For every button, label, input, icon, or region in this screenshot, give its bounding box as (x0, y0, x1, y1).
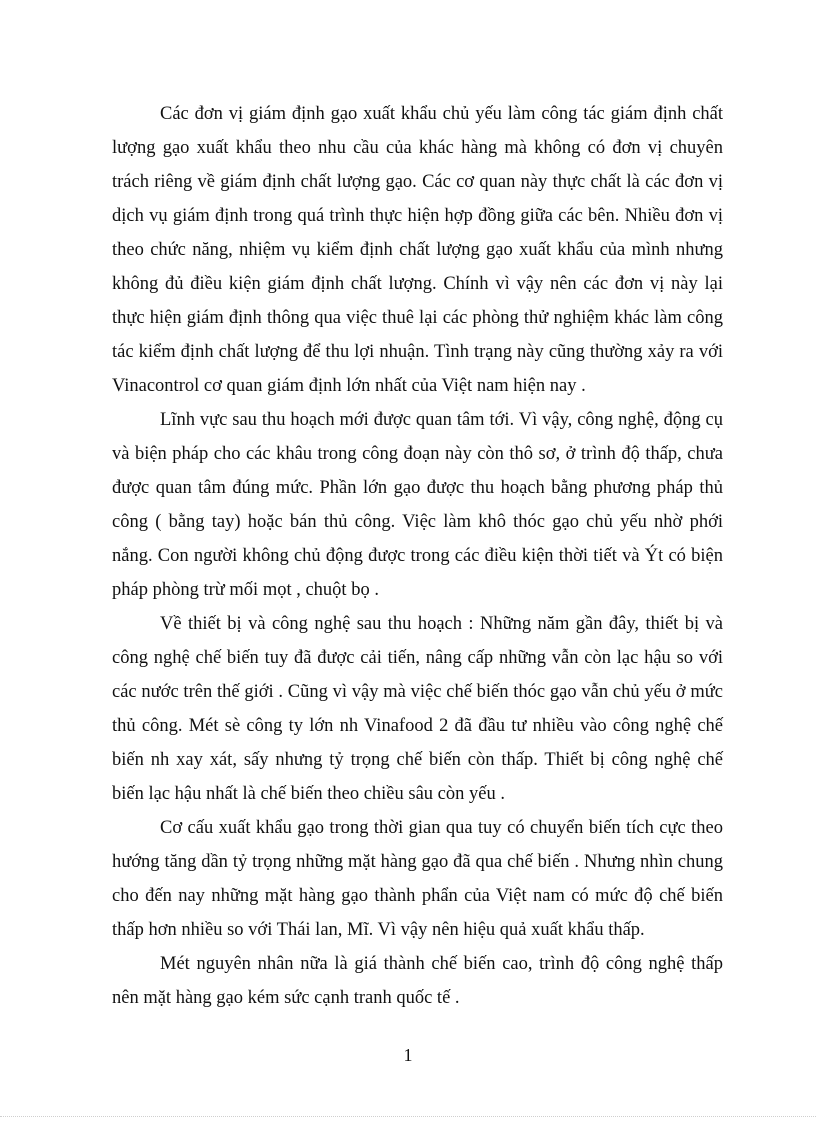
paragraph-export-structure: Cơ cấu xuất khẩu gạo trong thời gian qua tuy có chuyển biến tích cực theo hướng tăng dần tỷ trọng những mặt hàng gạo đã qua chế biến . Nhưng nhìn chung cho đến nay những mặt hàng gạo thành phẩn của Việt nam có mức độ chế biến thấp hơn nhiều so với Thái lan, Mĩ. Vì vậy nên hiệu quả xuất khẩu thấp. (112, 818, 723, 940)
paragraph-inspection-units: Các đơn vị giám định gạo xuất khẩu chủ yếu làm công tác giám định chất lượng gạo xuất khẩu theo nhu cầu của khác hàng mà không có đơn vị chuyên trách riêng về giám định chất lượng gạo. Các cơ quan này thực chất là các đơn vị dịch vụ giám định trong quá trình thực hiện hợp đồng giữa các bên. Nhiều đơn vị theo chức năng, nhiệm vụ kiểm định chất lượng gạo xuất khẩu của mình nhưng không đủ điều kiện giám định chất lượng. Chính vì vậy nên các đơn vị này lại thực hiện giám định thông qua việc thuê lại các phòng thử nghiệm khác làm công tác kiểm định chất lượng để thu lợi nhuận. Tình trạng này cũng thường xảy ra với Vinacontrol cơ quan giám định lớn nhất của Việt nam hiện nay . (112, 104, 723, 396)
page-bottom-divider (0, 1116, 816, 1117)
paragraph-processing-cost: Mét nguyên nhân nữa là giá thành chế biến cao, trình độ công nghệ thấp nên mặt hàng gạo kém sức cạnh tranh quốc tế . (112, 954, 723, 1008)
paragraph-equipment-technology: Về thiết bị và công nghệ sau thu hoạch : Những năm gần đây, thiết bị và công nghệ chế biến tuy đã được cải tiến, nâng cấp những vẫn còn lạc hậu so với các nước trên thế giới . Cũng vì vậy mà việc chế biến thóc gạo vẫn chủ yếu ở mức thủ công. Mét sè công ty lớn nh Vinafood 2 đã đầu tư nhiều vào công nghệ chế biến nh xay xát, sấy nhưng tỷ trọng chế biến còn thấp. Thiết bị công nghệ chế biến lạc hậu nhất là chế biến theo chiều sâu còn yếu . (112, 614, 723, 804)
paragraph-post-harvest: Lĩnh vực sau thu hoạch mới được quan tâm tới. Vì vậy, công nghệ, động cụ và biện pháp cho các khâu trong công đoạn này còn thô sơ, ở trình độ thấp, chưa được quan tâm đúng mức. Phần lớn gạo được thu hoạch bằng phương pháp thủ công ( bằng tay) hoặc bán thủ công. Việc làm khô thóc gạo chủ yếu nhờ phới nắng. Con người không chủ động được trong các điều kiện thời tiết và Ýt có biện pháp phòng trừ mối mọt , chuột bọ . (112, 410, 723, 600)
page-number: 1 (403, 1045, 413, 1065)
document-body (112, 97, 723, 1015)
